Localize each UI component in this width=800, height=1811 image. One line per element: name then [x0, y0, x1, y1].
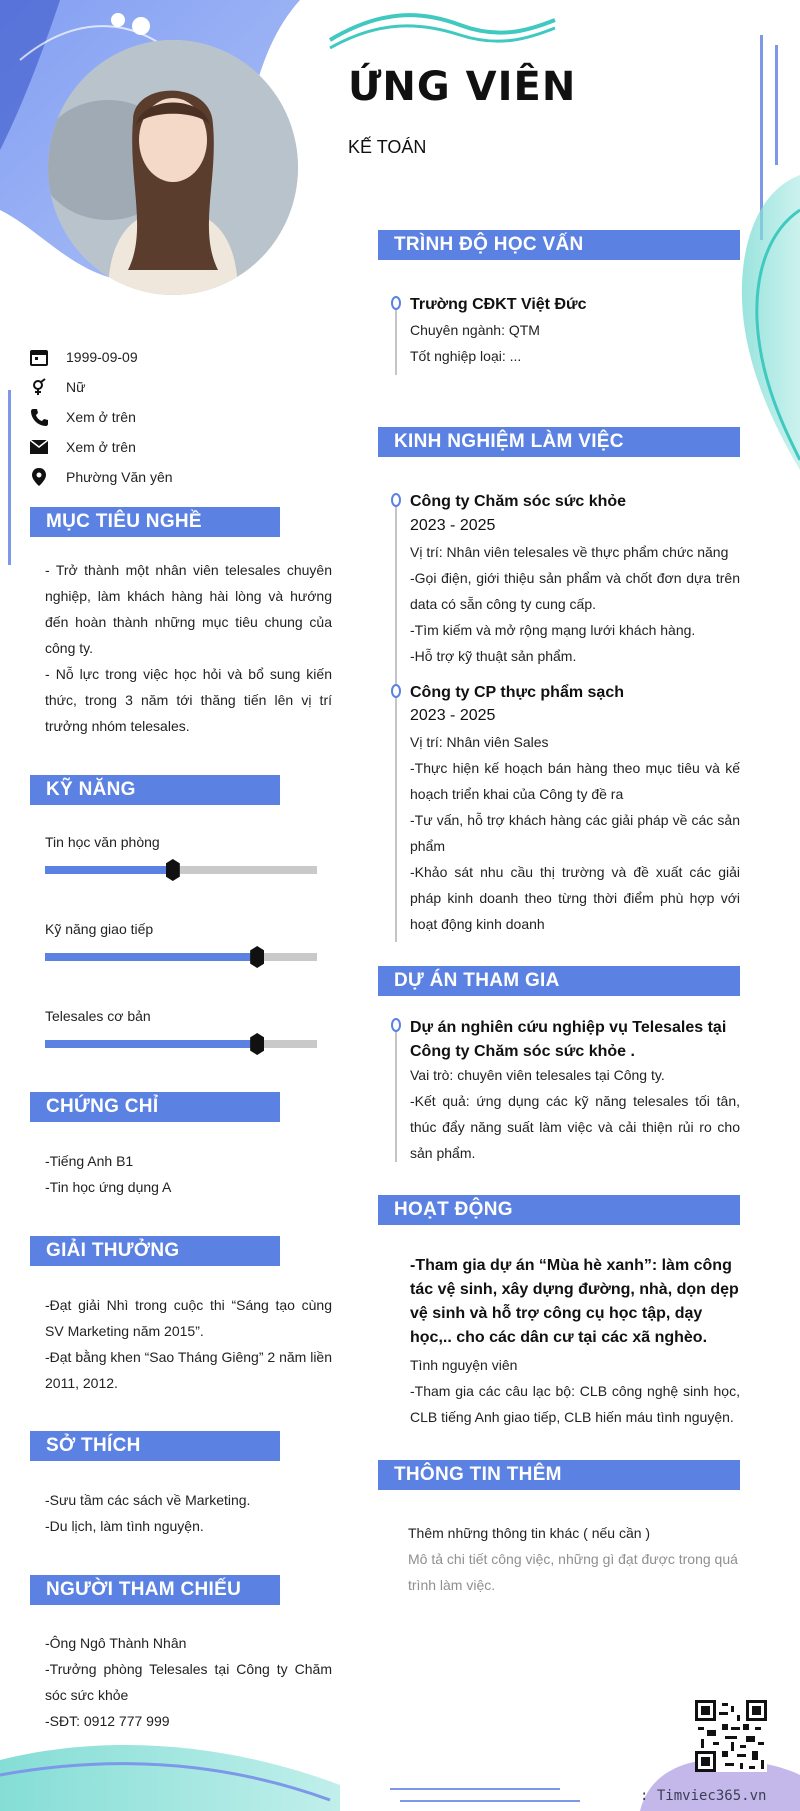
skill-label: Tin học văn phòng	[45, 834, 160, 850]
job-years: 2023 - 2025	[410, 707, 496, 724]
education-major: Chuyên ngành: QTM	[410, 322, 540, 338]
reference-line: -Ông Ngô Thành Nhân	[45, 1635, 187, 1651]
skill-fill	[45, 1040, 257, 1048]
profile-photo	[48, 40, 298, 295]
objective-line-1: - Trở thành một nhân viên telesales chuyên nghiệp, làm khách hàng hài lòng và hướng đến hoàn thành những mục tiêu chung của công ty.	[45, 562, 332, 656]
timeline-dot	[391, 296, 401, 310]
job-detail-line: Vị trí: Nhân viên telesales về thực phẩm chức năng	[410, 544, 729, 560]
contact-birthdate	[28, 342, 328, 372]
project-detail-line: -Kết quả: ứng dụng các kỹ năng telesales tối tân, thúc đẩy năng suất làm việc và cải thiện rủi ro cho sản phẩm.	[410, 1093, 740, 1161]
timeline-line	[395, 497, 397, 942]
hobby-item: -Sưu tầm các sách về Marketing.	[45, 1492, 251, 1508]
job-details	[410, 729, 740, 937]
skill-knob	[166, 859, 180, 881]
gender-icon	[28, 376, 50, 398]
job-years: 2023 - 2025	[410, 517, 496, 534]
award-item: -Đạt giải Nhì trong cuộc thi “Sáng tạo cùng SV Marketing năm 2015”.	[45, 1297, 332, 1339]
calendar-icon	[28, 346, 50, 368]
job-detail-line: -Tìm kiếm và mở rộng mạng lưới khách hàng.	[410, 622, 696, 638]
objective-line-2: - Nỗ lực trong việc học hỏi và bổ sung kiến thức, trong 3 năm tới thăng tiến lên vị trí trưởng nhóm telesales.	[45, 666, 332, 734]
location-icon	[28, 466, 50, 488]
contact-email	[28, 432, 328, 462]
references-heading: NGƯỜI THAM CHIẾU	[30, 1575, 280, 1605]
phone-icon	[28, 406, 50, 428]
project-detail-line: Vai trò: chuyên viên telesales tại Công ty.	[410, 1067, 665, 1083]
job-detail-line: -Hỗ trợ kỹ thuật sản phẩm.	[410, 648, 577, 664]
job-details	[410, 539, 740, 669]
objective-text	[45, 557, 332, 739]
birthdate-text: 1999-09-09	[66, 349, 138, 365]
skill-knob	[250, 946, 264, 968]
hobbies-heading: SỞ THÍCH	[30, 1431, 280, 1461]
certificate-item: -Tiếng Anh B1	[45, 1153, 134, 1169]
candidate-name: ỨNG VIÊN	[348, 64, 577, 110]
skill-bar	[45, 866, 317, 874]
reference-line: -Trưởng phòng Telesales tại Công ty Chăm sóc sức khỏe	[45, 1661, 332, 1703]
hobby-item: -Du lịch, làm tình nguyện.	[45, 1518, 204, 1534]
reference-line: -SĐT: 0912 777 999	[45, 1713, 170, 1729]
activities-heading: HOẠT ĐỘNG	[378, 1195, 740, 1225]
skill-fill	[45, 953, 257, 961]
objective-heading: MỤC TIÊU NGHỀ NGHIỆP	[30, 507, 280, 537]
contact-address	[28, 462, 328, 492]
skill-fill	[45, 866, 173, 874]
job-detail-line: Vị trí: Nhân viên Sales	[410, 734, 549, 750]
more-info-heading: THÔNG TIN THÊM	[378, 1460, 740, 1490]
more-info-line: Thêm những thông tin khác ( nếu cần )	[408, 1525, 651, 1541]
education-heading: TRÌNH ĐỘ HỌC VẤN	[378, 230, 740, 260]
contact-list	[28, 342, 328, 492]
skills-heading: KỸ NĂNG	[30, 775, 280, 805]
school-name: Trường CĐKT Việt Đức	[410, 296, 587, 313]
certificates-heading: CHỨNG CHỈ	[30, 1092, 280, 1122]
education-details	[410, 317, 740, 369]
gender-text: Nữ	[66, 379, 86, 395]
project-title: Dự án nghiên cứu nghiệp vụ Telesales tại Công ty Chăm sóc sức khỏe .	[410, 1019, 727, 1060]
qr-code	[695, 1700, 767, 1772]
timeline-dot	[391, 493, 401, 507]
projects-heading: DỰ ÁN THAM GIA	[378, 966, 740, 996]
certificate-item: -Tin học ứng dụng A	[45, 1179, 172, 1195]
job-detail-line: -Tư vấn, hỗ trợ khách hàng các giải pháp về các sản phẩm	[410, 812, 740, 854]
education-grade: Tốt nghiệp loại: ...	[410, 348, 522, 364]
skill-knob	[250, 1033, 264, 1055]
activities-clubs: -Tham gia các câu lạc bộ: CLB công nghệ sinh học, CLB tiếng Anh giao tiếp, CLB hiến máu tình nguyện.	[410, 1383, 740, 1425]
award-item: -Đạt bằng khen “Sao Tháng Giêng” 2 năm liền 2011, 2012.	[45, 1349, 332, 1391]
timeline-dot	[391, 684, 401, 698]
mail-icon	[28, 436, 50, 458]
awards-heading: GIẢI THƯỞNG	[30, 1236, 280, 1266]
timeline-dot	[391, 1018, 401, 1032]
job-company: Công ty Chăm sóc sức khỏe	[410, 493, 627, 510]
hobbies-text	[45, 1487, 332, 1539]
timeline-line	[395, 300, 397, 375]
certificates-text	[45, 1148, 332, 1200]
job-detail-line: -Gọi điện, giới thiệu sản phẩm và chốt đơn dựa trên data có sẵn công ty cung cấp.	[410, 570, 740, 612]
site-watermark: : Timviec365.vn	[640, 1788, 767, 1804]
skill-bar	[45, 1040, 317, 1048]
job-detail-line: -Thực hiện kế hoạch bán hàng theo mục tiêu và kế hoạch triển khai của Công ty đề ra	[410, 760, 740, 802]
address-text: Phường Văn yên	[66, 469, 173, 485]
skill-label: Telesales cơ bản	[45, 1008, 151, 1024]
contact-gender	[28, 372, 328, 402]
phone-text: Xem ở trên	[66, 409, 136, 425]
timeline-line	[395, 1022, 397, 1162]
activities-role: Tình nguyện viên	[410, 1357, 518, 1373]
project-details	[410, 1062, 740, 1166]
contact-phone	[28, 402, 328, 432]
skill-bar	[45, 953, 317, 961]
references-text	[45, 1630, 332, 1734]
job-detail-line: -Khảo sát nhu cầu thị trường và đề xuất các giải pháp kinh doanh theo từng thời điểm phù hợp với hoạt động kinh doanh	[410, 864, 740, 932]
activities-highlight: -Tham gia dự án “Mùa hè xanh”: làm công tác vệ sinh, xây dựng đường, nhà, dọn dẹp vệ sinh và hỗ trợ công cụ học tập, dạy học,.. cho các dân cư tại các xã nghèo.	[410, 1257, 739, 1346]
experience-heading: KINH NGHIỆM LÀM VIỆC	[378, 427, 740, 457]
skill-label: Kỹ năng giao tiếp	[45, 921, 154, 937]
job-title: KẾ TOÁN	[348, 137, 427, 157]
job-company: Công ty CP thực phẩm sạch	[410, 684, 624, 701]
awards-text	[45, 1292, 332, 1396]
more-info-description: Mô tả chi tiết công việc, những gì đạt được trong quá trình làm việc.	[408, 1551, 738, 1593]
email-text: Xem ở trên	[66, 439, 136, 455]
